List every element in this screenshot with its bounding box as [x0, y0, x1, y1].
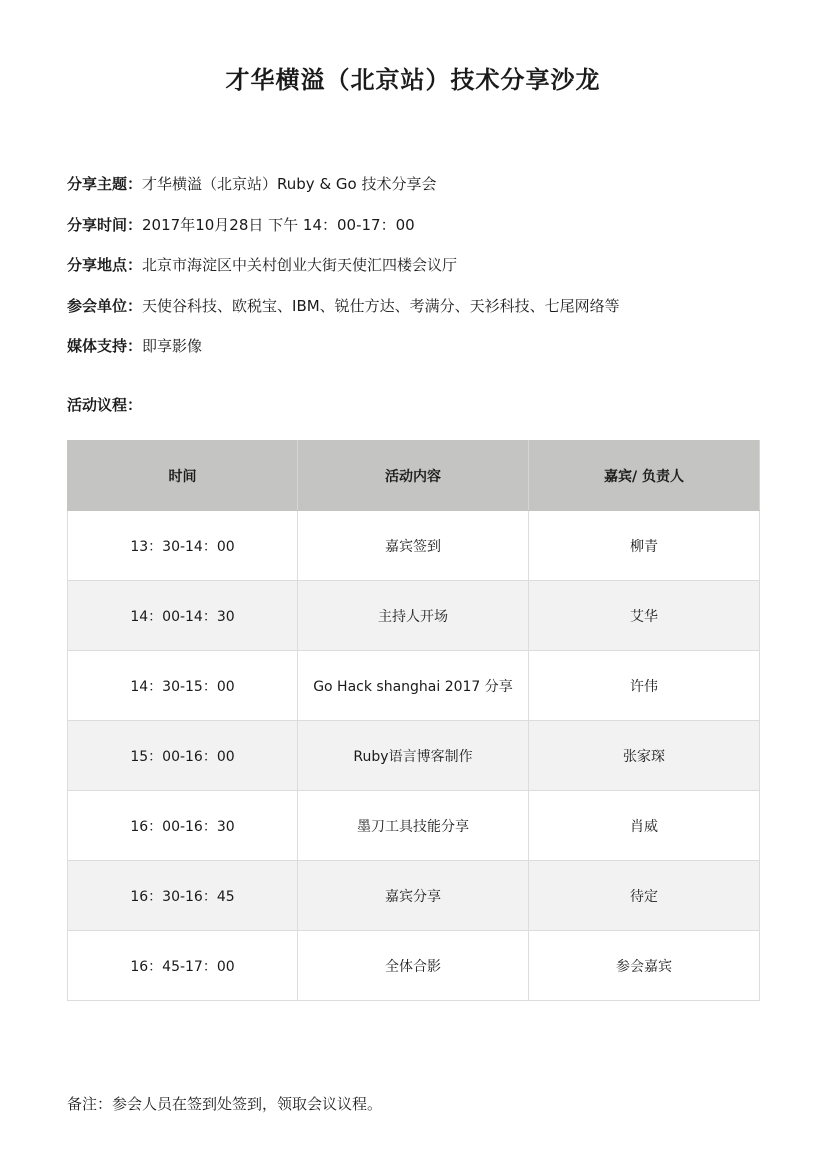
cell-host: 肖威: [529, 791, 760, 861]
cell-time: 13：30-14：00: [68, 511, 298, 581]
info-row-location: [67, 253, 767, 294]
cell-content: 嘉宾签到: [298, 511, 529, 581]
cell-host: 艾华: [529, 581, 760, 651]
cell-time: 16：00-16：30: [68, 791, 298, 861]
info-label: 分享主题：: [67, 175, 143, 193]
column-header-content: 活动内容: [298, 441, 529, 511]
cell-time: 15：00-16：00: [68, 721, 298, 791]
table-row: [68, 651, 760, 721]
cell-content: 全体合影: [298, 931, 529, 1001]
info-value: 2017年10月28日 下午 14：00-17：00: [142, 215, 415, 234]
cell-time: 14：30-15：00: [68, 651, 298, 721]
cell-content: 墨刀工具技能分享: [298, 791, 529, 861]
cell-time: 14：00-14：30: [68, 581, 298, 651]
info-label: 媒体支持：: [67, 337, 143, 355]
info-value: 即享影像: [142, 337, 203, 355]
info-row-media: [67, 334, 767, 375]
info-label: 分享时间：: [67, 215, 143, 234]
cell-content: Go Hack shanghai 2017 分享: [298, 651, 529, 721]
info-row-topic: [67, 172, 767, 213]
cell-host: 许伟: [529, 651, 760, 721]
cell-content: 嘉宾分享: [298, 861, 529, 931]
cell-host: 参会嘉宾: [529, 931, 760, 1001]
table-row: [68, 931, 760, 1001]
info-value: 天使谷科技、欧税宝、IBM、锐仕方达、考满分、天衫科技、七尾网络等: [142, 296, 620, 315]
cell-host: 待定: [529, 861, 760, 931]
page-title: 才华横溢（北京站）技术分享沙龙: [225, 66, 601, 94]
info-row-time: [67, 213, 767, 254]
table-row: [68, 581, 760, 651]
info-label: 参会单位：: [67, 296, 143, 315]
info-value: 才华横溢（北京站）Ruby & Go 技术分享会: [142, 175, 437, 193]
table-row: [68, 791, 760, 861]
cell-host: 张家琛: [529, 721, 760, 791]
footnote: 备注：参会人员在签到处签到，领取会议议程。: [67, 1095, 383, 1113]
table-row: [68, 511, 760, 581]
table-row: [68, 861, 760, 931]
cell-host: 柳青: [529, 511, 760, 581]
agenda-table: [67, 440, 760, 1001]
column-header-time: 时间: [68, 441, 298, 511]
agenda-heading: 活动议程：: [67, 396, 143, 414]
info-row-participants: [67, 294, 767, 335]
info-label: 分享地点：: [67, 256, 143, 274]
cell-time: 16：45-17：00: [68, 931, 298, 1001]
event-info: [67, 172, 767, 375]
column-header-host: 嘉宾/ 负责人: [529, 441, 760, 511]
table-header-row: [68, 441, 760, 511]
cell-content: Ruby语言博客制作: [298, 721, 529, 791]
cell-content: 主持人开场: [298, 581, 529, 651]
info-value: 北京市海淀区中关村创业大街天使汇四楼会议厅: [142, 256, 458, 274]
table-row: [68, 721, 760, 791]
cell-time: 16：30-16：45: [68, 861, 298, 931]
